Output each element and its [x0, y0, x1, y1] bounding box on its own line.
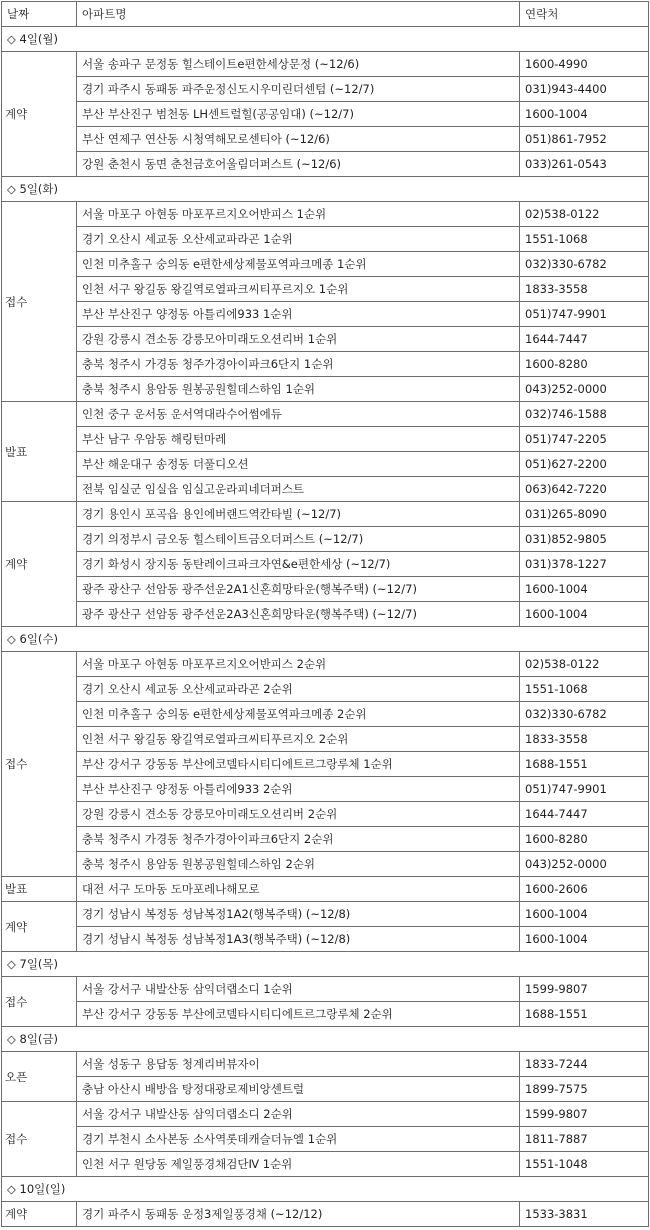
contact-cell: 1533-3831 [520, 1202, 649, 1227]
date-label: ◇ 6일(수) [2, 627, 649, 652]
contact-cell: 1551-1068 [520, 677, 649, 702]
apartment-cell: 충북 청주시 가경동 청주가경아이파크6단지 1순위 [77, 352, 520, 377]
table-row [2, 377, 649, 402]
table-row [2, 777, 649, 802]
apartment-cell: 부산 부산진구 범천동 LH센트럴힐(공공임대) (~12/7) [77, 102, 520, 127]
contact-cell: 1600-1004 [520, 577, 649, 602]
contact-cell: 02)538-0122 [520, 202, 649, 227]
contact-cell: 1599-9807 [520, 977, 649, 1002]
header-row [2, 2, 649, 27]
apartment-cell: 부산 연제구 연산동 시청역해모로센티아 (~12/6) [77, 127, 520, 152]
table-row [2, 877, 649, 902]
table-row [2, 652, 649, 677]
contact-cell: 032)330-6782 [520, 252, 649, 277]
date-label: ◇ 8일(금) [2, 1027, 649, 1052]
contact-cell: 043)252-0000 [520, 377, 649, 402]
apartment-cell: 경기 파주시 동패동 운정3제일풍경채 (~12/12) [77, 1202, 520, 1227]
apartment-cell: 경기 용인시 포곡읍 용인에버랜드역칸타빌 (~12/7) [77, 502, 520, 527]
contact-cell: 033)261-0543 [520, 152, 649, 177]
contact-cell: 1688-1551 [520, 752, 649, 777]
table-row [2, 77, 649, 102]
contact-cell: 051)747-2205 [520, 427, 649, 452]
table-row [2, 977, 649, 1002]
apartment-cell: 부산 부산진구 양정동 아틀리에933 1순위 [77, 302, 520, 327]
apartment-cell: 인천 미추홀구 숭의동 e편한세상제물포역파크메종 1순위 [77, 252, 520, 277]
category-cell: 계약 [2, 502, 77, 627]
table-row [2, 302, 649, 327]
table-row [2, 677, 649, 702]
table-row [2, 1102, 649, 1127]
apartment-cell: 광주 광산구 선암동 광주선운2A3신혼희망타운(행복주택) (~12/7) [77, 602, 520, 627]
table-row [2, 427, 649, 452]
category-cell: 오픈 [2, 1052, 77, 1102]
contact-cell: 1551-1068 [520, 227, 649, 252]
contact-cell: 032)746-1588 [520, 402, 649, 427]
contact-cell: 031)265-8090 [520, 502, 649, 527]
apartment-cell: 경기 부천시 소사본동 소사역롯데캐슬더뉴엘 1순위 [77, 1127, 520, 1152]
apartment-cell: 충북 청주시 용암동 원봉공원힐데스하임 1순위 [77, 377, 520, 402]
apartment-cell: 서울 마포구 아현동 마포푸르지오어반피스 1순위 [77, 202, 520, 227]
table-row [2, 502, 649, 527]
category-cell: 계약 [2, 52, 77, 177]
table-row [2, 352, 649, 377]
contact-cell: 1600-1004 [520, 602, 649, 627]
apartment-cell: 부산 남구 우암동 해링턴마레 [77, 427, 520, 452]
apartment-cell: 인천 서구 왕길동 왕길역로열파크씨티푸르지오 1순위 [77, 277, 520, 302]
table-row [2, 527, 649, 552]
apartment-cell: 경기 성남시 복정동 성남복정1A2(행복주택) (~12/8) [77, 902, 520, 927]
contact-cell: 1688-1551 [520, 1002, 649, 1027]
apartment-cell: 경기 오산시 세교동 오산세교파라곤 1순위 [77, 227, 520, 252]
table-row [2, 577, 649, 602]
date-label: ◇ 7일(목) [2, 952, 649, 977]
contact-cell: 1644-7447 [520, 327, 649, 352]
date-row [2, 952, 649, 977]
table-row [2, 1077, 649, 1102]
header-date: 날짜 [2, 2, 77, 27]
table-row [2, 902, 649, 927]
date-row [2, 177, 649, 202]
date-row [2, 627, 649, 652]
date-row [2, 27, 649, 52]
table-row [2, 1127, 649, 1152]
contact-cell: 1600-1004 [520, 927, 649, 952]
table-row [2, 152, 649, 177]
date-label: ◇ 5일(화) [2, 177, 649, 202]
table-row [2, 1202, 649, 1227]
category-cell: 계약 [2, 1202, 77, 1227]
table-row [2, 702, 649, 727]
category-cell: 접수 [2, 977, 77, 1027]
category-cell: 발표 [2, 402, 77, 502]
table-row [2, 1002, 649, 1027]
apartment-cell: 강원 강릉시 견소동 강릉모아미래도오션리버 1순위 [77, 327, 520, 352]
contact-cell: 1600-8280 [520, 352, 649, 377]
table-row [2, 1052, 649, 1077]
contact-cell: 1600-2606 [520, 877, 649, 902]
apartment-cell: 부산 강서구 강동동 부산에코델타시티디에트르그랑루체 1순위 [77, 752, 520, 777]
apartment-cell: 경기 파주시 동패동 파주운정신도시우미린더센텀 (~12/7) [77, 77, 520, 102]
apartment-cell: 경기 의정부시 금오동 힐스테이트금오더퍼스트 (~12/7) [77, 527, 520, 552]
table-row [2, 277, 649, 302]
table-row [2, 602, 649, 627]
table-row [2, 727, 649, 752]
category-cell: 접수 [2, 652, 77, 877]
apartment-cell: 충북 청주시 가경동 청주가경아이파크6단지 2순위 [77, 827, 520, 852]
date-label: ◇ 10일(일) [2, 1177, 649, 1202]
table-row [2, 202, 649, 227]
apartment-cell: 인천 서구 왕길동 왕길역로열파크씨티푸르지오 2순위 [77, 727, 520, 752]
table-row [2, 752, 649, 777]
apartment-cell: 인천 미추홀구 숭의동 e편한세상제물포역파크메종 2순위 [77, 702, 520, 727]
table-row [2, 127, 649, 152]
apartment-cell: 전북 임실군 임실읍 임실고운라피네더퍼스트 [77, 477, 520, 502]
apartment-cell: 경기 성남시 복정동 성남복정1A3(행복주택) (~12/8) [77, 927, 520, 952]
apartment-cell: 인천 중구 운서동 운서역대라수어썸에듀 [77, 402, 520, 427]
contact-cell: 1600-1004 [520, 102, 649, 127]
apartment-cell: 서울 송파구 문정동 힐스테이트e편한세상문정 (~12/6) [77, 52, 520, 77]
contact-cell: 1811-7887 [520, 1127, 649, 1152]
apartment-cell: 대전 서구 도마동 도마포레나해모로 [77, 877, 520, 902]
apartment-cell: 서울 강서구 내발산동 삼익더랩소디 1순위 [77, 977, 520, 1002]
table-row [2, 1152, 649, 1177]
table-row [2, 327, 649, 352]
contact-cell: 031)378-1227 [520, 552, 649, 577]
table-row [2, 477, 649, 502]
contact-cell: 032)330-6782 [520, 702, 649, 727]
apartment-cell: 강원 춘천시 동면 춘천금호어울림더퍼스트 (~12/6) [77, 152, 520, 177]
contact-cell: 051)627-2200 [520, 452, 649, 477]
apartment-cell: 강원 강릉시 견소동 강릉모아미래도오션리버 2순위 [77, 802, 520, 827]
apartment-cell: 서울 강서구 내발산동 삼익더랩소디 2순위 [77, 1102, 520, 1127]
schedule-table [1, 1, 649, 1227]
table-row [2, 227, 649, 252]
contact-cell: 1600-8280 [520, 827, 649, 852]
table-row [2, 252, 649, 277]
apartment-cell: 서울 마포구 아현동 마포푸르지오어반피스 2순위 [77, 652, 520, 677]
apartment-cell: 경기 오산시 세교동 오산세교파라곤 2순위 [77, 677, 520, 702]
apartment-cell: 충북 청주시 용암동 원봉공원힐데스하임 2순위 [77, 852, 520, 877]
contact-cell: 1600-4990 [520, 52, 649, 77]
category-cell: 접수 [2, 1102, 77, 1177]
table-row [2, 802, 649, 827]
contact-cell: 1833-3558 [520, 277, 649, 302]
table-row [2, 852, 649, 877]
apartment-cell: 부산 부산진구 양정동 아틀리에933 2순위 [77, 777, 520, 802]
contact-cell: 031)943-4400 [520, 77, 649, 102]
header-apartment: 아파트명 [77, 2, 520, 27]
table-row [2, 52, 649, 77]
apartment-cell: 부산 해운대구 송정동 더풀디오션 [77, 452, 520, 477]
table-row [2, 102, 649, 127]
contact-cell: 1551-1048 [520, 1152, 649, 1177]
table-row [2, 402, 649, 427]
table-row [2, 552, 649, 577]
contact-cell: 051)861-7952 [520, 127, 649, 152]
date-row [2, 1177, 649, 1202]
apartment-cell: 경기 화성시 장지동 동탄레이크파크자연&e편한세상 (~12/7) [77, 552, 520, 577]
table-row [2, 927, 649, 952]
contact-cell: 063)642-7220 [520, 477, 649, 502]
contact-cell: 1600-1004 [520, 902, 649, 927]
apartment-cell: 부산 강서구 강동동 부산에코델타시티디에트르그랑루체 2순위 [77, 1002, 520, 1027]
contact-cell: 1833-7244 [520, 1052, 649, 1077]
contact-cell: 1899-7575 [520, 1077, 649, 1102]
table-row [2, 827, 649, 852]
contact-cell: 051)747-9901 [520, 777, 649, 802]
apartment-cell: 광주 광산구 선암동 광주선운2A1신혼희망타운(행복주택) (~12/7) [77, 577, 520, 602]
apartment-cell: 인천 서구 원당동 제일풍경채검단Ⅳ 1순위 [77, 1152, 520, 1177]
category-cell: 계약 [2, 902, 77, 952]
apartment-cell: 충남 아산시 배방읍 탕정대광로제비앙센트럴 [77, 1077, 520, 1102]
contact-cell: 1833-3558 [520, 727, 649, 752]
category-cell: 발표 [2, 877, 77, 902]
header-contact: 연락처 [520, 2, 649, 27]
apartment-cell: 서울 성동구 용답동 청계리버뷰자이 [77, 1052, 520, 1077]
date-label: ◇ 4일(월) [2, 27, 649, 52]
category-cell: 접수 [2, 202, 77, 402]
contact-cell: 1644-7447 [520, 802, 649, 827]
date-row [2, 1027, 649, 1052]
contact-cell: 1599-9807 [520, 1102, 649, 1127]
table-row [2, 452, 649, 477]
contact-cell: 031)852-9805 [520, 527, 649, 552]
contact-cell: 051)747-9901 [520, 302, 649, 327]
contact-cell: 043)252-0000 [520, 852, 649, 877]
contact-cell: 02)538-0122 [520, 652, 649, 677]
